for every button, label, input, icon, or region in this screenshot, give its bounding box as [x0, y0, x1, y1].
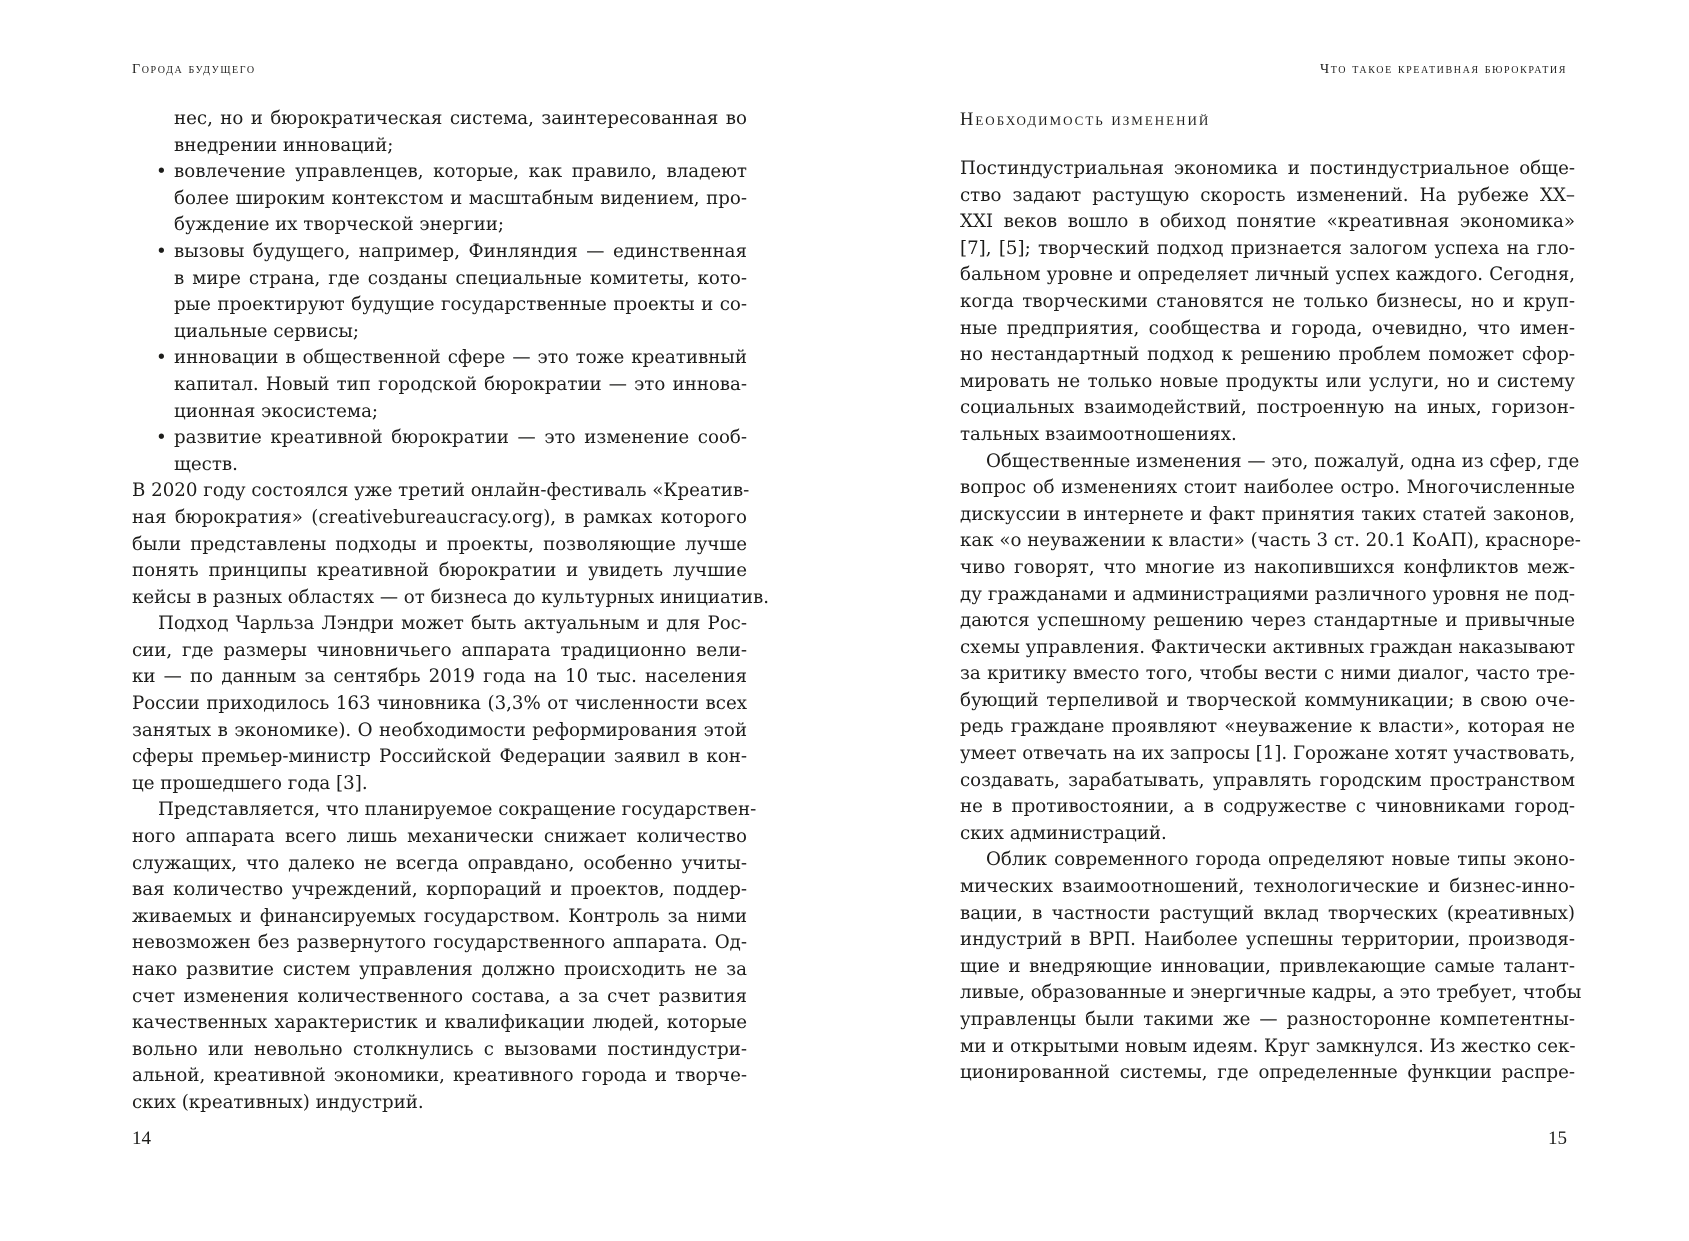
- line-text: развитие креативной бюрократии — это изменение сооб-: [174, 427, 747, 449]
- line-text: ного аппарата всего лишь механически снижает количество: [132, 826, 747, 848]
- text-line: [132, 452, 747, 479]
- line-text: тальных взаимоотношениях.: [960, 423, 1237, 445]
- text-line: [960, 236, 1575, 263]
- left-page: [0, 0, 844, 1241]
- text-line: [132, 797, 757, 824]
- line-text: занятых в экономике). О необходимости реформирования этой: [132, 719, 747, 741]
- text-line: [132, 904, 747, 931]
- line-text: ционированной системы, где определенные функции распре-: [960, 1062, 1575, 1084]
- text-line: [960, 156, 1575, 183]
- text-line: [960, 661, 1575, 688]
- line-text: за критику вместо того, чтобы вести с ними диалог, часто тре-: [960, 663, 1575, 685]
- text-line: [132, 212, 747, 239]
- line-text: вации, в частности растущий вклад творческих (креативных): [960, 902, 1575, 924]
- line-text: индустрий в ВРП. Наиболее успешны территории, производя-: [960, 929, 1575, 951]
- line-text: Подход Чарльза Лэндри может быть актуальным и для Рос-: [158, 613, 747, 635]
- line-text: но нестандартный подход к решению проблем поможет сфор-: [960, 344, 1575, 366]
- text-line: [132, 585, 769, 612]
- bullet-icon: •: [156, 347, 167, 369]
- text-line: [960, 1007, 1575, 1034]
- line-text: ских (креативных) индустрий.: [132, 1091, 424, 1113]
- text-line: [132, 1010, 747, 1037]
- line-text: чиво говорят, что многие из накопившихся конфликтов меж-: [960, 556, 1575, 578]
- line-text: циальные сервисы;: [174, 320, 360, 342]
- text-line: [960, 901, 1575, 928]
- line-text: XXI веков вошло в обиход понятие «креативная экономика»: [960, 211, 1575, 233]
- text-line: [132, 292, 747, 319]
- line-text: качественных характеристик и квалификации людей, которые: [132, 1012, 747, 1034]
- line-text: социальных взаимодействий, построенную на иных, горизон-: [960, 397, 1575, 419]
- text-line: [960, 422, 1575, 449]
- text-line: [132, 372, 747, 399]
- text-line: [960, 1034, 1575, 1061]
- line-text: Облик современного города определяют новые типы эконо-: [986, 849, 1575, 871]
- line-text: управленцы были такими же — разносторонне компетентны-: [960, 1009, 1575, 1030]
- text-line: [960, 582, 1575, 609]
- text-line: [132, 611, 747, 638]
- line-text: вая количество учреждений, корпораций и проектов, поддер-: [132, 879, 747, 901]
- line-text: были представлены подходы и проекты, позволяющие лучше: [132, 533, 747, 555]
- line-text: не в противостоянии, а в содружестве с чиновниками город-: [960, 796, 1575, 818]
- text-line: [960, 821, 1575, 848]
- line-text: В 2020 году состоялся уже третий онлайн-фестиваль «Креатив-: [132, 480, 750, 502]
- line-text: редь граждане проявляют «неуважение к власти», которая не: [960, 716, 1575, 738]
- left-page-body: [132, 106, 769, 1117]
- text-line: [960, 768, 1575, 795]
- right-page: [844, 0, 1689, 1241]
- line-text: рые проектируют будущие государственные проекты и со-: [174, 294, 747, 316]
- line-text: умеет отвечать на их запросы [1]. Горожане хотят участвовать,: [960, 743, 1576, 765]
- bullet-icon: •: [156, 427, 167, 449]
- line-text: живаемых и финансируемых государством. Контроль за ними: [132, 905, 747, 927]
- line-text: ду гражданами и администрациями различного уровня не под-: [960, 583, 1575, 605]
- text-line: [960, 209, 1575, 236]
- text-line: [132, 319, 747, 346]
- line-text: бальном уровне и определяет личный успех каждого. Сегодня,: [960, 264, 1575, 286]
- text-line: [960, 635, 1575, 662]
- line-text: служащих, что далеко не всегда оправдано, особенно учиты-: [132, 852, 747, 874]
- text-line: [132, 106, 747, 133]
- line-text: вовлечение управленцев, которые, как правило, владеют: [174, 161, 747, 183]
- text-line: [132, 638, 747, 665]
- line-text: когда творческими становятся не только бизнесы, но и круп-: [960, 290, 1575, 312]
- text-line: [960, 342, 1575, 369]
- text-line: [132, 532, 747, 559]
- text-line: [132, 771, 747, 798]
- running-head-left: Города будущего: [132, 62, 256, 77]
- text-line: [960, 502, 1575, 529]
- line-text: ских администраций.: [960, 822, 1167, 844]
- text-line: [960, 316, 1575, 343]
- text-line: [132, 133, 747, 160]
- text-line: [132, 851, 747, 878]
- line-text: ционная экосистема;: [174, 400, 379, 422]
- line-text: как «о неуважении к власти» (часть 3 ст. 20.1 КоАП), красноре-: [960, 530, 1581, 552]
- line-text: кейсы в разных областях — от бизнеса до культурных инициатив.: [132, 586, 769, 608]
- text-line: [960, 1060, 1575, 1087]
- line-text: вольно или невольно столкнулись с вызовами постиндустри-: [132, 1038, 747, 1060]
- line-text: це прошедшего года [3].: [132, 772, 368, 794]
- line-text: невозможен без развернутого государственного аппарата. Од-: [132, 932, 747, 954]
- line-text: сии, где размеры чиновничьего аппарата традиционно вели-: [132, 639, 747, 661]
- bullet-icon: •: [156, 161, 167, 183]
- text-line: [132, 266, 747, 293]
- line-text: вопрос об изменениях стоит наиболее остро. Многочисленные: [960, 477, 1575, 499]
- text-line: [960, 449, 1580, 476]
- text-line: [960, 183, 1575, 210]
- line-text: капитал. Новый тип городской бюрократии — это иннова-: [174, 373, 747, 395]
- text-line: [132, 957, 747, 984]
- line-text: дискуссии в интернете и факт принятия таких статей законов,: [960, 503, 1575, 525]
- bullet-item-line: [132, 239, 747, 266]
- line-text: нако развитие систем управления должно происходить не за: [132, 959, 747, 980]
- text-line: [960, 741, 1575, 768]
- line-text: сферы премьер-министр Российской Федерации заявил в кон-: [132, 746, 747, 768]
- line-text: в мире страна, где созданы специальные комитеты, кото-: [174, 267, 747, 289]
- line-text: ные предприятия, сообщества и города, очевидно, что имен-: [960, 317, 1575, 339]
- text-line: [132, 186, 747, 213]
- line-text: внедрении инноваций;: [174, 134, 394, 156]
- line-text: щие и внедряющие инновации, привлекающие самые талант-: [960, 955, 1575, 977]
- bullet-item-line: [132, 425, 747, 452]
- line-text: ществ.: [174, 453, 238, 475]
- line-text: инновации в общественной сфере — это тоже креативный: [174, 347, 747, 369]
- line-text: буждение их творческой энергии;: [174, 214, 504, 236]
- line-text: мических взаимоотношений, технологические и бизнес-инно-: [960, 876, 1575, 898]
- text-line: [132, 1037, 747, 1064]
- text-line: [132, 1090, 747, 1117]
- line-text: понять принципы креативной бюрократии и увидеть лучшие: [132, 560, 747, 582]
- text-line: [132, 478, 750, 505]
- text-line: [132, 824, 747, 851]
- section-heading: Необходимость изменений: [960, 110, 1211, 130]
- line-text: мировать не только новые продукты или услуги, но и систему: [960, 370, 1575, 392]
- text-line: [960, 794, 1575, 821]
- line-text: ливые, образованные и энергичные кадры, а это требует, чтобы: [960, 982, 1582, 1004]
- text-line: [960, 688, 1575, 715]
- line-text: ки — по данным за сентябрь 2019 года на 10 тыс. населения: [132, 666, 747, 688]
- page-number-left: 14: [132, 1128, 151, 1149]
- text-line: [132, 930, 747, 957]
- bullet-item-line: [132, 345, 747, 372]
- text-line: [960, 714, 1575, 741]
- text-line: [960, 954, 1575, 981]
- text-line: [960, 555, 1575, 582]
- text-line: [960, 475, 1575, 502]
- line-text: более широким контекстом и масштабным видением, про-: [174, 187, 747, 209]
- line-text: вызовы будущего, например, Финляндия — единственная: [174, 240, 747, 262]
- text-line: [132, 664, 747, 691]
- text-line: [960, 262, 1575, 289]
- text-line: [132, 744, 747, 771]
- text-line: [960, 874, 1575, 901]
- bullet-icon: •: [156, 240, 167, 262]
- line-text: Представляется, что планируемое сокращение государствен-: [158, 799, 757, 821]
- text-line: [960, 608, 1575, 635]
- line-text: ная бюрократия» (creativebureaucracy.org), в рамках которого: [132, 506, 747, 528]
- page-number-right: 15: [1548, 1128, 1567, 1149]
- right-page-body: [960, 156, 1582, 1087]
- line-text: [7], [5]; творческий подход признается залогом успеха на гло-: [960, 237, 1575, 259]
- text-line: [960, 289, 1575, 316]
- line-text: Общественные изменения — это, пожалуй, одна из сфер, где: [986, 450, 1580, 472]
- text-line: [960, 927, 1575, 954]
- text-line: [960, 395, 1575, 422]
- line-text: бующий терпеливой и творческой коммуникации; в свою оче-: [960, 689, 1575, 711]
- text-line: [960, 980, 1582, 1007]
- text-line: [132, 399, 747, 426]
- line-text: России приходилось 163 чиновника (3,3% от численности всех: [132, 693, 747, 715]
- line-text: альной, креативной экономики, креативного города и творче-: [132, 1065, 747, 1087]
- text-line: [132, 691, 747, 718]
- line-text: ство задают растущую скорость изменений. На рубеже XX–: [960, 184, 1575, 206]
- text-line: [960, 369, 1575, 396]
- text-line: [132, 505, 747, 532]
- line-text: создавать, зарабатывать, управлять городским пространством: [960, 769, 1575, 791]
- text-line: [960, 847, 1575, 874]
- text-line: [132, 984, 747, 1011]
- line-text: даются успешному решению через стандартные и привычные: [960, 610, 1575, 632]
- line-text: ми и открытыми новым идеям. Круг замкнулся. Из жестко сек-: [960, 1035, 1576, 1057]
- line-text: нес, но и бюрократическая система, заинтересованная во: [174, 108, 747, 129]
- text-line: [132, 877, 747, 904]
- text-line: [132, 558, 747, 585]
- text-line: [132, 1063, 747, 1090]
- line-text: счет изменения количественного состава, а за счет развития: [132, 985, 747, 1007]
- bullet-item-line: [132, 159, 747, 186]
- line-text: Постиндустриальная экономика и постиндустриальное обще-: [960, 158, 1575, 179]
- running-head-right: Что такое креативная бюрократия: [1320, 62, 1567, 77]
- text-line: [960, 528, 1581, 555]
- text-line: [132, 718, 747, 745]
- line-text: схемы управления. Фактически активных граждан наказывают: [960, 636, 1576, 658]
